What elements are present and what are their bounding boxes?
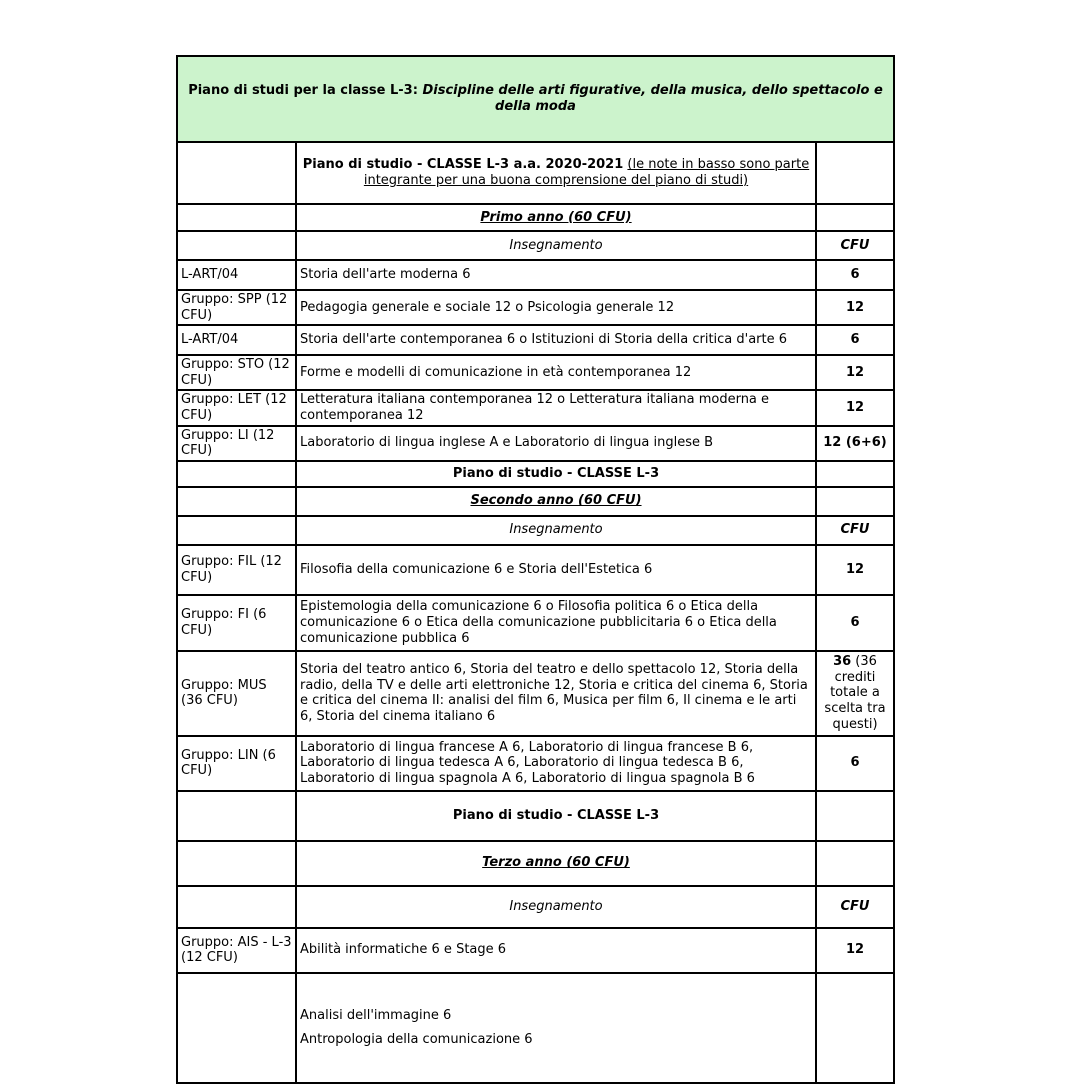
empty-cell	[816, 142, 894, 204]
cfu-cell: 12	[816, 545, 894, 595]
course-cell: Pedagogia generale e sociale 12 o Psicologia generale 12	[296, 290, 816, 325]
table-row	[177, 426, 894, 461]
table-row	[177, 355, 894, 390]
course-code-cell: Gruppo: AIS - L-3 (12 CFU)	[177, 928, 296, 973]
course-code-cell: Gruppo: STO (12 CFU)	[177, 355, 296, 390]
cfu-note-text: (36 crediti totale a scelta tra questi)	[824, 654, 886, 732]
empty-cell	[177, 973, 296, 1083]
study-plan-table-container	[176, 55, 898, 1047]
course-line: Antropologia della comunicazione 6	[300, 1031, 533, 1047]
course-cell	[296, 973, 816, 1083]
course-cell: Laboratorio di lingua inglese A e Laboratorio di lingua inglese B	[296, 426, 816, 461]
year1-column-header-row	[177, 231, 894, 260]
empty-cell	[177, 791, 296, 841]
subtitle-row	[177, 142, 894, 204]
year3-band-title: Piano di studio - CLASSE L-3	[296, 791, 816, 841]
cfu-cell: 6	[816, 595, 894, 651]
cfu-cell: 6	[816, 260, 894, 290]
course-cell: Abilità informatiche 6 e Stage 6	[296, 928, 816, 973]
cfu-header: CFU	[816, 231, 894, 260]
subtitle-bold-text: Piano di studio - CLASSE L-3 a.a. 2020-2021	[302, 157, 624, 173]
cfu-cell: 6	[816, 736, 894, 791]
course-code-cell: Gruppo: MUS (36 CFU)	[177, 651, 296, 736]
table-row	[177, 290, 894, 325]
course-cell: Storia del teatro antico 6, Storia del teatro e dello spettacolo 12, Storia della radio, della TV e delle arti elettroniche 12, Storia e critica del cinema 6, Storia e critica del cinema II: analisi del film 6, Musica per film 6, Il cinema e le arti 6, Storia del cinema italiano 6	[296, 651, 816, 736]
table-row	[177, 973, 894, 1083]
year2-band-title: Piano di studio - CLASSE L-3	[296, 461, 816, 487]
course-code-cell: L-ART/04	[177, 260, 296, 290]
table-row	[177, 928, 894, 973]
cfu-cell: 12	[816, 290, 894, 325]
course-cell: Forme e modelli di comunicazione in età contemporanea 12	[296, 355, 816, 390]
empty-cell	[177, 142, 296, 204]
cfu-cell: 12	[816, 390, 894, 425]
insegnamento-header: Insegnamento	[296, 886, 816, 928]
year1-heading-row	[177, 204, 894, 231]
year1-heading: Primo anno (60 CFU)	[296, 204, 816, 231]
table-row	[177, 325, 894, 355]
course-cell: Laboratorio di lingua francese A 6, Laboratorio di lingua francese B 6, Laboratorio di lingua tedesca A 6, Laboratorio di lingua tedesca B 6, Laboratorio di lingua spagnola A 6, Laboratorio di lingua spagnola B 6	[296, 736, 816, 791]
empty-cell	[816, 973, 894, 1083]
year3-band-row	[177, 791, 894, 841]
empty-cell	[816, 841, 894, 886]
cfu-header: CFU	[816, 516, 894, 545]
course-cell: Storia dell'arte moderna 6	[296, 260, 816, 290]
empty-cell	[177, 487, 296, 516]
cfu-header: CFU	[816, 886, 894, 928]
table-row	[177, 390, 894, 425]
title-normal-text: Piano di studi per la classe L-3:	[188, 83, 418, 99]
course-code-cell: Gruppo: LET (12 CFU)	[177, 390, 296, 425]
course-code-cell: Gruppo: FIL (12 CFU)	[177, 545, 296, 595]
insegnamento-header: Insegnamento	[296, 516, 816, 545]
cfu-main-value: 36	[833, 654, 852, 670]
table-row	[177, 651, 894, 736]
empty-cell	[177, 516, 296, 545]
subtitle-note-text: (le note in basso sono parte integrante per una buona comprensione del piano di studi)	[363, 157, 810, 188]
study-plan-table	[176, 55, 895, 1084]
empty-cell	[177, 231, 296, 260]
insegnamento-header: Insegnamento	[296, 231, 816, 260]
empty-cell	[177, 841, 296, 886]
document-title	[177, 56, 894, 142]
course-code-cell: Gruppo: FI (6 CFU)	[177, 595, 296, 651]
empty-cell	[177, 204, 296, 231]
course-code-cell: L-ART/04	[177, 325, 296, 355]
table-row	[177, 545, 894, 595]
table-row	[177, 260, 894, 290]
course-code-cell: Gruppo: LI (12 CFU)	[177, 426, 296, 461]
table-row	[177, 595, 894, 651]
empty-cell	[816, 461, 894, 487]
cfu-cell	[816, 651, 894, 736]
year2-column-header-row	[177, 516, 894, 545]
cfu-cell: 12	[816, 355, 894, 390]
course-code-cell: Gruppo: SPP (12 CFU)	[177, 290, 296, 325]
title-row	[177, 56, 894, 142]
empty-cell	[177, 886, 296, 928]
year3-heading: Terzo anno (60 CFU)	[296, 841, 816, 886]
course-line: Analisi dell'immagine 6	[300, 1008, 452, 1024]
year3-heading-row	[177, 841, 894, 886]
empty-cell	[816, 791, 894, 841]
year2-band-row	[177, 461, 894, 487]
year2-heading-row	[177, 487, 894, 516]
empty-cell	[816, 487, 894, 516]
cfu-cell: 12	[816, 928, 894, 973]
course-cell: Epistemologia della comunicazione 6 o Filosofia politica 6 o Etica della comunicazione 6 o Etica della comunicazione pubblicitaria 6 o Etica della comunicazione pubblica 6	[296, 595, 816, 651]
cfu-cell: 12 (6+6)	[816, 426, 894, 461]
course-cell: Letteratura italiana contemporanea 12 o Letteratura italiana moderna e contemporanea 12	[296, 390, 816, 425]
year3-column-header-row	[177, 886, 894, 928]
cfu-cell: 6	[816, 325, 894, 355]
empty-cell	[177, 461, 296, 487]
course-cell: Filosofia della comunicazione 6 e Storia dell'Estetica 6	[296, 545, 816, 595]
empty-cell	[816, 204, 894, 231]
year2-heading: Secondo anno (60 CFU)	[296, 487, 816, 516]
course-cell: Storia dell'arte contemporanea 6 o Istituzioni di Storia della critica d'arte 6	[296, 325, 816, 355]
title-italic-text: Discipline delle arti figurative, della musica, dello spettacolo e della moda	[422, 83, 883, 114]
table-row	[177, 736, 894, 791]
subtitle-cell	[296, 142, 816, 204]
course-code-cell: Gruppo: LIN (6 CFU)	[177, 736, 296, 791]
